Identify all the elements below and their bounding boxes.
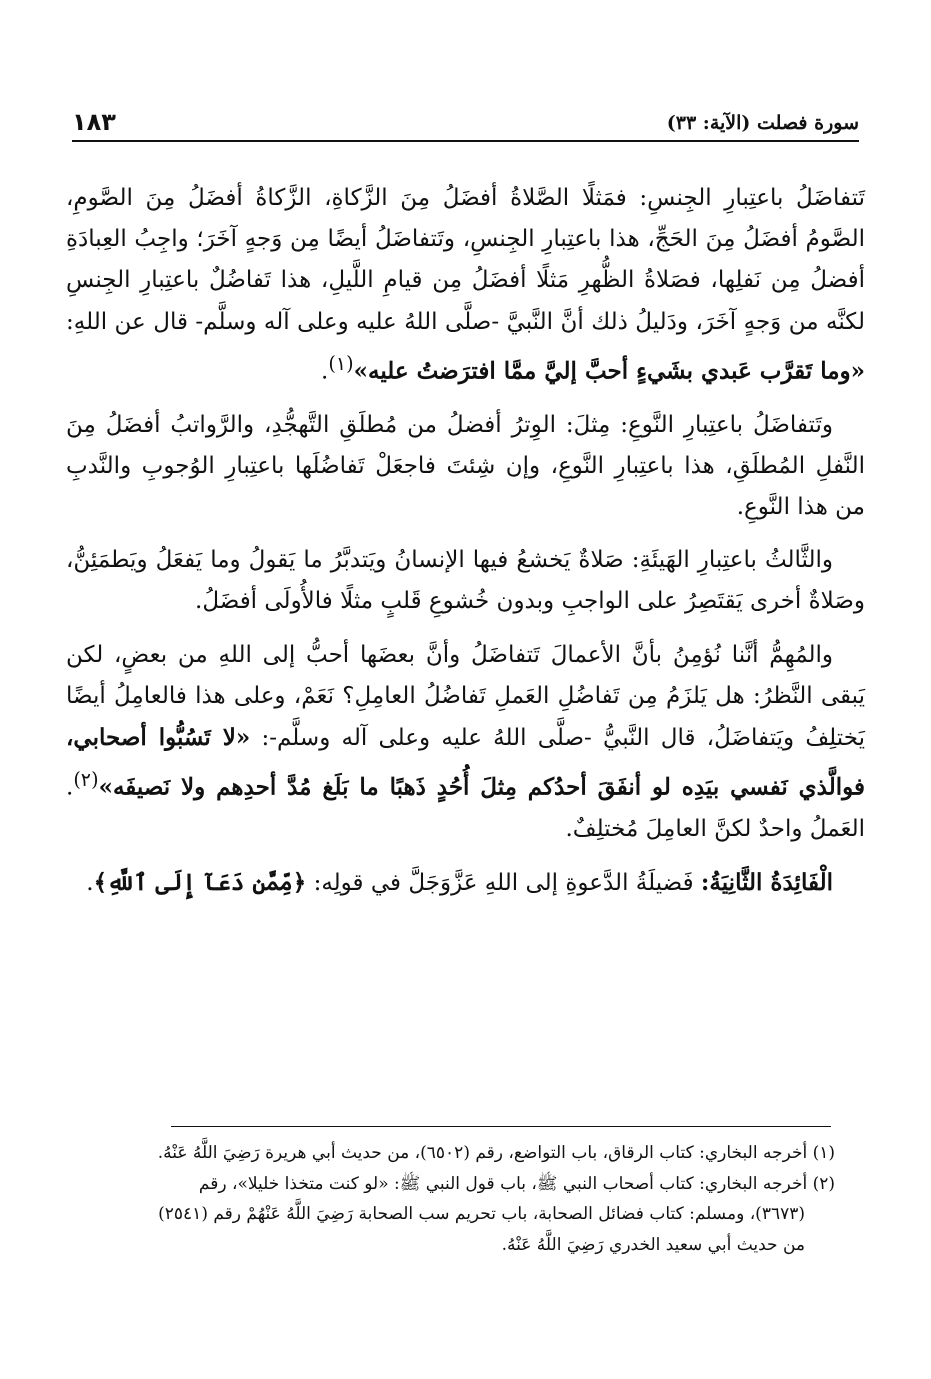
footnote-2-continuation-2: من حديث أبي سعيد الخدري رَضِيَ اللَّهُ عَنْهُ. xyxy=(501,1234,805,1255)
hadith-quote-2: «لا تَسُبُّوا أصحابي، فوالَّذي نَفسي بيَدِه لو أنفَقَ أحدُكم مِثلَ أُحُدٍ ذَهبًا ما بَلَغ مُدَّ أحدِهم ولا نَصيفَه» xyxy=(66,724,865,801)
paragraph-4 xyxy=(66,635,865,851)
footnote-2: (٢) أخرجه البخاري: كتاب أصحاب النبي ﷺ، باب قول النبي ﷺ: «لو كنت متخذا خليلا»، رقم xyxy=(198,1173,835,1194)
paragraph-3: والثَّالثُ باعتِبارِ الهَيئَةِ: صَلاةٌ يَخشعُ فيها الإنسانُ ويَتدبَّرُ ما يَقولُ وما يَفعَلُ ويَطمَئِنُّ، وصَلاةٌ أخرى يَقتَصِرُ على الواجبِ وبدون خُشوعِ قَلبٍ مثلًا فالأُولَى أفضَلُ. xyxy=(66,547,865,615)
quran-quote: ﴿مِّمَّن دَعَآ إِلَى ٱللَّهِ﴾ xyxy=(93,869,307,897)
footnote-divider xyxy=(171,1126,831,1127)
footnote-1: (١) أخرجه البخاري: كتاب الرقاق، باب التواضع، رقم (٦٥٠٢)، من حديث أبي هريرة رَضِيَ اللَّهُ عَنْهُ. xyxy=(157,1143,835,1163)
footnote-ref-2[interactable]: (٢) xyxy=(73,768,99,792)
paragraph-5-text: فَضيلَةُ الدَّعوةِ إلى اللهِ عَزَّوَجَلَّ في قولِه: xyxy=(306,870,701,897)
paragraph-1-text: تَتفاضَلُ باعتِبارِ الجِنسِ: فمَثلًا الصَّلاةُ أفضَلُ مِنَ الزَّكاةِ، الزَّكاةُ أفضَلُ مِنَ الصَّومِ، الصَّومُ أفضَلُ مِنَ الحَجِّ، هذا باعتِبارِ الجِنسِ، وتَتفاضَلُ أيضًا مِن وَجهٍ آخَرَ؛ واجِبُ العِبادَةِ أفضلُ مِن نَفلِها، فصَلاةُ الظُّهرِ مَثلًا أفضَلُ مِن قيامِ اللَّيلِ، هذا تَفاضُلٌ باعتِبارِ الجِنسِ لكنَّه من وَجهٍ آخَرَ، ودَليلُ ذلك أنَّ النَّبيَّ -صلَّى اللهُ عليه وعلى آله وسلَّم- قال عن اللهِ: xyxy=(66,185,865,335)
body-text xyxy=(66,178,865,917)
page-number: ١٨٣ xyxy=(72,108,116,136)
footnotes xyxy=(72,1138,835,1260)
paragraph-1-end: . xyxy=(321,358,329,385)
hadith-quote-1: «وما تَقرَّب عَبدي بشَيءٍ أحبَّ إليَّ ممَّا افترَضتُ عليه» xyxy=(353,357,865,385)
footnote-2-continuation-1: (٣٦٧٣)، ومسلم: كتاب فضائل الصحابة، باب تحريم سب الصحابة رَضِيَ اللَّهُ عَنْهُمْ رقم (٢٥٤١) xyxy=(158,1204,805,1224)
running-title: سورة فصلت (الآية: ٣٣) xyxy=(666,112,859,134)
paragraph-1 xyxy=(66,178,865,393)
paragraph-4-text: والمُهِمُّ أنَّنا نُؤمِنُ بأنَّ الأعمالَ تَتفاضَلُ وأنَّ بعضَها أحبُّ إلى اللهِ من بعضٍ، لكن يَبقى النَّظرُ: هل يَلزَمُ مِن تَفاضُلِ العَملِ تَفاضُلُ العامِلِ؟ نَعَمْ، وعلى هذا فالعامِلُ أيضًا يَختلِفُ ويَتفاضَلُ، قال النَّبيُّ -صلَّى اللهُ عليه وعلى آله وسلَّم-: xyxy=(66,641,865,752)
footnote-ref-1[interactable]: (١) xyxy=(328,351,354,375)
page-header xyxy=(72,100,859,142)
benefit-label: الْفَائِدَةُ الثَّانِيَةُ: xyxy=(700,869,833,897)
paragraph-5-end: . xyxy=(86,870,94,897)
paragraph-5 xyxy=(66,862,865,904)
paragraph-2: وتَتفاضَلُ باعتِبارِ النَّوعِ: مِثلَ: الوِترُ أفضلُ من مُطلَقِ التَّهجُّدِ، والرَّواتبُ أفضَلُ مِنَ النَّفلِ المُطلَقِ، هذا باعتِبارِ النَّوعِ، وإن شِئتَ فاجعَلْ تَفاضُلَها باعتِبارِ الوُجوبِ والنَّدبِ من هذا النَّوعِ. xyxy=(66,411,865,521)
paragraph-4-end: . العَملُ واحدٌ لكنَّ العامِلَ مُختلِفٌ. xyxy=(66,774,865,843)
